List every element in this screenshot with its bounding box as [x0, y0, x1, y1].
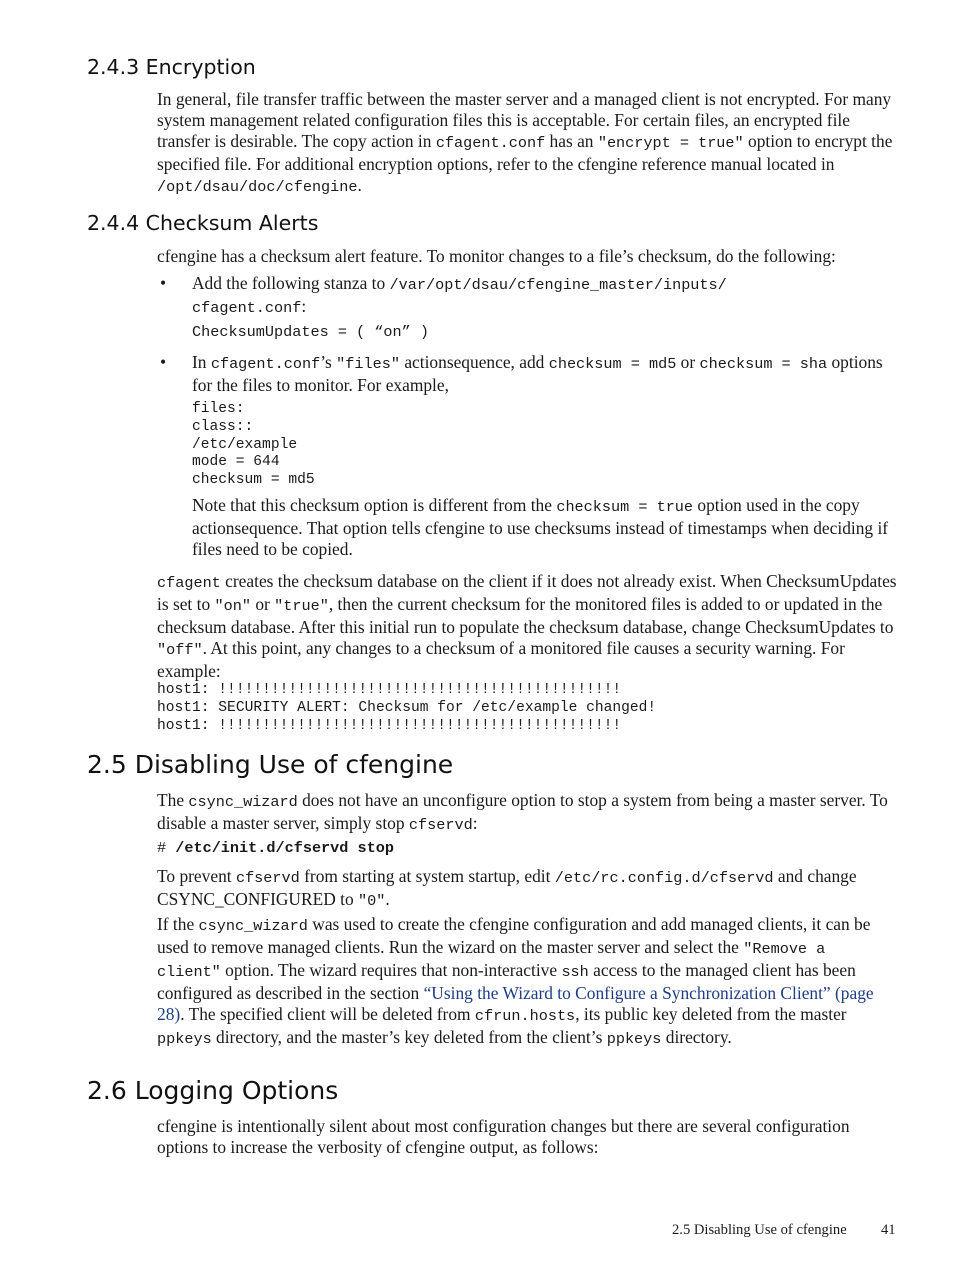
encryption-paragraph: In general, file transfer traffic between the master server and a managed client is not encrypted. For many system management related configuration files this is acceptable. For certain files, an encrypted file transfer is desirable. The copy action in cfagent.conf has an "encrypt = true" option to encrypt the specified file. For additional encryption options, refer to the cfengine reference manual located in /opt/dsau/doc/cfengine.	[157, 89, 893, 196]
stop-command: # /etc/init.d/cfservd stop	[157, 839, 394, 857]
disabling-paragraph: The csync_wizard does not have an unconfigure option to stop a system from being a master server. To disable a master server, simply stop cfservd:	[157, 790, 888, 834]
checksum-updates-code: ChecksumUpdates = ( “on” )	[192, 323, 429, 341]
bullet-marker: •	[160, 273, 167, 293]
wizard-section-link[interactable]: “Using the Wizard to Configure a Synchronization Client” (page 28)	[157, 983, 874, 1024]
section-heading-disabling: 2.5 Disabling Use of cfengine	[87, 750, 454, 779]
footer-section-title: 2.5 Disabling Use of cfengine	[672, 1222, 847, 1238]
checksum-note: Note that this checksum option is different from the checksum = true option used in the copy actionsequence. That option tells cfengine to use checksums instead of timestamps when deciding if files need to be copied.	[192, 495, 889, 559]
section-heading-checksum-alerts: 2.4.4 Checksum Alerts	[87, 211, 319, 235]
remove-client-paragraph: If the csync_wizard was used to create the cfengine configuration and add managed clients, it can be used to remove managed clients. Run the wizard on the master server and select the "Remove a client" option. The wizard requires that non-interactive ssh access to the managed client has been configured as described in the section “Using the Wizard to Configure a Synchronization Client” (page 28). The specified client will be deleted from cfrun.hosts, its public key deleted from the master ppkeys directory, and the master’s key deleted from the client’s ppkeys directory.	[157, 914, 874, 1048]
bullet-marker: •	[160, 352, 167, 372]
files-example-code: files: class:: /etc/example mode = 644 checksum = md5	[192, 401, 315, 489]
security-alert-code: host1: !!!!!!!!!!!!!!!!!!!!!!!!!!!!!!!!!!!!!!!!!!!!!! host1: SECURITY ALERT: Checksum for /etc/example changed! host1: !!!!!!!!!!!!!!!!!!!!!!!!!!!!!!!!!!!!!!!!!!!!!!	[157, 682, 657, 734]
checksum-intro: cfengine has a checksum alert feature. To monitor changes to a file’s checksum, do the following:	[157, 246, 836, 266]
section-heading-logging: 2.6 Logging Options	[87, 1076, 339, 1105]
page-number: 41	[881, 1222, 896, 1238]
prevent-startup-paragraph: To prevent cfservd from starting at system startup, edit /etc/rc.config.d/cfservd and change CSYNC_CONFIGURED to "0".	[157, 866, 857, 910]
bullet-actionsequence-text: In cfagent.conf’s "files" actionsequence, add checksum = md5 or checksum = sha options for the files to monitor. For example,	[192, 352, 883, 395]
bullet-stanza-text: Add the following stanza to /var/opt/dsau/cfengine_master/inputs/ cfagent.conf:	[192, 273, 727, 317]
cfagent-paragraph: cfagent creates the checksum database on the client if it does not already exist. When ChecksumUpdates is set to "on" or "true", then the current checksum for the monitored files is added to or updated in the checksum database. After this initial run to populate the checksum database, change ChecksumUpdates to "off". At this point, any changes to a checksum of a monitored file causes a security warning. For example:	[157, 571, 897, 681]
logging-paragraph: cfengine is intentionally silent about most configuration changes but there are several configuration options to increase the verbosity of cfengine output, as follows:	[157, 1116, 850, 1157]
section-heading-encryption: 2.4.3 Encryption	[87, 55, 256, 79]
